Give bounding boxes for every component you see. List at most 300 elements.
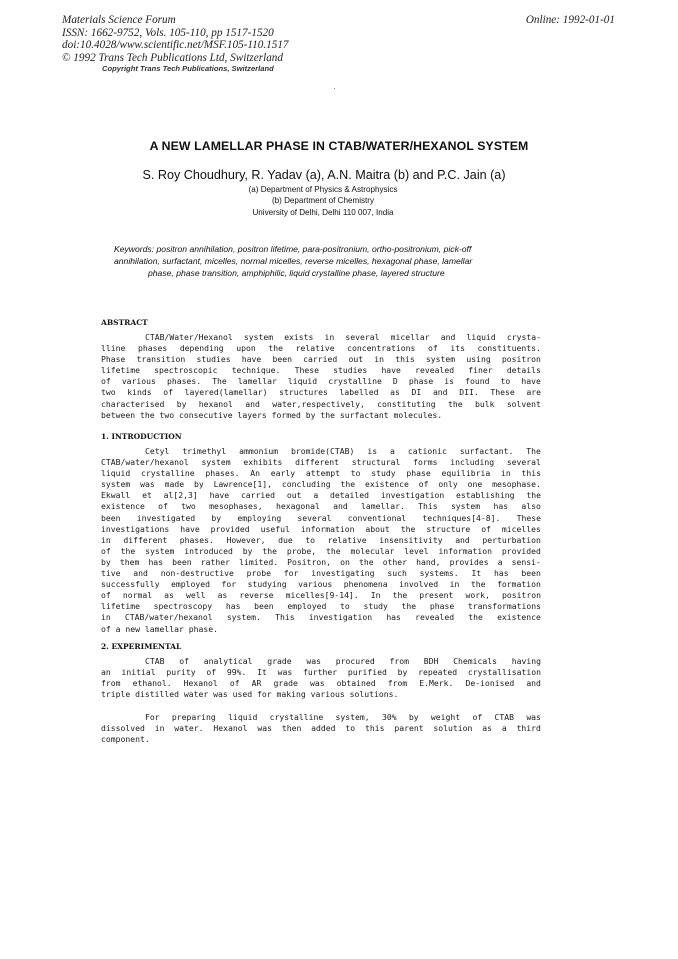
word: in [154,723,165,734]
word: component. [101,734,150,745]
word: provided [501,545,541,556]
word: upon [236,343,256,354]
word: molecules. [393,409,443,420]
word: found [465,376,490,387]
intro-line [101,557,541,568]
word: formed [271,409,306,420]
word: by [408,712,419,722]
word: purified [347,667,387,678]
word: limited. [239,556,279,567]
word: used [232,689,257,700]
word: phases [137,343,168,354]
word: in [324,332,335,342]
word: grade [267,656,292,666]
word: between [101,409,140,420]
word: of [481,523,491,534]
word: crystallisation [467,667,541,678]
word: techniques[4-8]. [422,512,501,523]
word: the [340,479,356,490]
word: DII. [459,387,479,398]
word: transition [136,354,186,365]
word: establishing [456,490,515,501]
word: D [392,376,398,387]
word: out [348,354,364,365]
word: its [450,343,465,354]
word: liquid [101,468,131,479]
word: was [277,667,293,678]
word: hand, [416,556,441,567]
word: to [340,601,350,612]
intro-line [101,457,541,468]
word: grade [273,678,298,689]
word: has [493,568,509,579]
word: Positron, [287,556,332,567]
word: et [142,490,152,501]
word: AR [251,678,262,689]
word: concentrations [347,343,416,354]
word: also [521,501,541,512]
word: parent [394,723,424,734]
word: positron [501,354,541,365]
word: such [387,568,407,579]
word: hexagonal [275,501,320,512]
word: two [181,501,196,512]
word: CTAB [145,656,165,666]
word: have [180,523,200,534]
word: to [345,723,356,734]
word: water [183,689,214,700]
keywords-line: annihilation, surfactant, micelles, normal micelles, reverse micelles, hexagonal phase, lamellar [114,256,473,267]
word: by [305,409,321,420]
word: by [193,479,204,490]
word: was [140,479,155,490]
copyright-stamp: Copyright Trans Tech Publications, Switzerland [102,64,274,73]
word: to [350,468,361,479]
word: spectroscopy [153,601,213,612]
word: lamellar [237,376,277,387]
word: kinds [127,387,152,398]
word: The [212,376,227,387]
word: This [418,501,438,512]
word: the [401,601,417,612]
word: studies [196,354,231,365]
word: different [295,457,339,468]
intro-line [101,546,541,557]
word: 30% [381,712,397,722]
word: this [364,723,385,734]
scan-speck [334,88,335,89]
introduction-heading: 1. INTRODUCTION [101,432,182,441]
word: repeated [418,667,458,678]
word: However, [226,534,266,545]
word: insensitivity [379,534,443,545]
word: analytical [203,656,253,666]
word: due [278,534,293,545]
word: Hexanol [183,678,218,689]
word: the [470,579,486,590]
word: It [257,667,267,678]
word: positron [501,590,541,601]
word: a [115,623,126,634]
affiliations [0,184,646,218]
word: out [286,490,302,501]
word: been [254,601,274,612]
word: layers [237,409,272,420]
word: was [309,678,325,689]
word: employed [171,579,210,590]
word: CTAB [494,712,515,722]
word: using [466,354,491,365]
word: existence [364,479,409,490]
word: the [468,612,483,623]
word: in [101,534,111,545]
word: the [326,545,341,556]
word: Chemicals [453,656,497,666]
word: carried [303,354,338,365]
word: technique. [231,365,281,376]
doi-line: doi:10.4028/www.scientific.net/MSF.105-110.1517 [62,39,289,52]
word: weight [430,712,461,722]
intro-line [101,624,541,635]
experimental-paragraph-1 [101,656,541,700]
word: of [418,479,429,490]
word: been [272,354,292,365]
word: employing [237,512,282,523]
word: preparing [171,712,216,722]
word: DI [411,387,422,398]
word: systems. [419,568,459,579]
word: relative [327,534,367,545]
abstract-line [101,410,541,421]
word: work, [465,590,490,601]
word: various [298,579,333,590]
word: system, [335,712,370,722]
word: system [243,332,274,342]
word: phenomena [343,579,388,590]
word: details [506,365,541,376]
word: lamellar. [361,501,405,512]
word: micellar [390,332,430,342]
word: An [250,468,260,479]
word: one [467,479,483,490]
word: in [500,468,511,479]
word: information [438,545,493,556]
word: These [294,365,319,376]
word: for [256,689,277,700]
word: introduced [184,545,233,556]
word: of [229,678,240,689]
word: about [365,523,390,534]
word: provided [210,523,250,534]
word: of [101,590,111,601]
word: purity [166,667,196,678]
word: liquid [466,332,496,342]
intro-line [101,468,541,479]
word: other [382,556,408,567]
word: studies [333,365,368,376]
word: are [526,387,541,398]
word: Ekwall [101,490,131,501]
word: For [145,712,160,722]
word: trimethyl [182,446,227,456]
word: system. [226,612,261,623]
word: and [133,568,148,579]
word: of [101,376,111,387]
word: equilibria [441,468,491,479]
word: by [176,398,187,409]
word: mesophases, [209,501,263,512]
word: In [370,590,381,601]
word: a [390,446,395,456]
word: probe, [286,545,317,556]
word: transformations [467,601,541,612]
word: useful [260,523,290,534]
word: the [262,545,278,556]
word: investigation [308,612,373,623]
word: constituents. [477,343,541,354]
word: well [185,590,206,601]
word: distilled [135,689,184,700]
abstract-line [101,343,541,354]
word: this [521,468,541,479]
word: involved [399,579,439,590]
word: of [101,623,116,634]
experimental-line [101,656,541,667]
word: dissolved [101,723,145,734]
word: tive [101,568,121,579]
word: for [283,568,299,579]
word: obtained [336,678,376,689]
word: liquid [287,376,318,387]
word: sensi- [511,556,541,567]
affiliation-university: University of Delhi, Delhi 110 007, India [252,207,394,217]
word: phase. [188,623,218,634]
word: normal [122,590,153,601]
word: new [125,623,145,634]
word: the [400,523,416,534]
word: was [213,689,233,700]
word: attempt [305,468,340,479]
word: These [516,512,541,523]
word: These [490,387,515,398]
word: successfully [101,579,160,590]
word: made [164,479,185,490]
author-list: S. Roy Choudhury, R. Yadav (a), A.N. Maitra (b) and P.C. Jain (a) [142,168,506,182]
word: study [363,601,388,612]
word: have [381,365,401,376]
word: phase [408,376,434,387]
word: system [425,354,456,365]
word: water. [174,723,204,734]
word: cationic [407,446,447,456]
word: from [101,678,121,689]
abstract-line [101,354,541,365]
word: employed [287,601,327,612]
word: the [268,343,283,354]
word: and [526,678,541,689]
word: have [521,376,541,387]
word: and [455,534,470,545]
word: have [241,354,262,365]
word: Hexanol [213,723,248,734]
word: existence [101,501,145,512]
word: has [493,501,509,512]
word: exists [284,332,314,342]
word: Lawrence[1], [213,479,273,490]
word: hexanol [198,398,233,409]
word: them [119,556,140,567]
word: of [101,545,111,556]
word: investigation [380,490,445,501]
word: then [281,723,302,734]
word: from [387,678,408,689]
word: It [471,568,482,579]
word: have [209,490,230,501]
experimental-heading: 2. EXPERIMENTAL [101,642,182,651]
word: ammonium [239,446,279,456]
word: this [395,354,415,365]
abstract-line [101,387,541,398]
word: depending [179,343,224,354]
word: a [313,490,319,501]
word: liquid [228,712,258,722]
word: has [386,612,401,623]
word: carried [240,490,276,501]
intro-line [101,568,541,579]
word: and [440,332,456,342]
word: of [206,667,217,678]
intro-line [101,513,541,524]
word: added [311,723,336,734]
word: structure [426,523,471,534]
word: further [303,667,338,678]
abstract-heading: ABSTRACT [101,318,148,327]
word: two [159,409,179,420]
word: early [270,468,296,479]
word: micelles [501,523,541,534]
word: and [333,501,348,512]
word: phases. [205,468,240,479]
word: the [448,398,463,409]
word: the [320,409,340,420]
word: spectroscopic [154,365,218,376]
introduction-body [101,446,541,635]
word: reverse [239,590,274,601]
word: lifetime [101,365,140,376]
intro-line [101,612,541,623]
word: CTAB/Water/Hexanol [145,332,233,342]
intro-line [101,479,541,490]
word: third [516,723,541,734]
word: exhibits [243,457,283,468]
word: as [390,387,400,398]
word: and [432,387,448,398]
word: phases. [179,534,214,545]
word: in [374,354,385,365]
word: system [201,457,231,468]
word: initial [121,667,156,678]
word: has [148,556,164,567]
word: crysta- [506,332,541,342]
word: crystalline [328,376,382,387]
experimental-line [101,678,541,689]
word: system [145,545,175,556]
word: to [500,376,511,387]
abstract-line [101,332,541,343]
intro-line [101,590,541,601]
word: structural [351,457,401,468]
experimental-line [101,723,541,734]
word: lline [101,343,126,354]
copyright-line: © 1992 Trans Tech Publications Ltd, Switzerland [62,51,283,64]
word: lifetime [101,601,140,612]
word: a [501,723,507,734]
word: is [444,376,455,387]
word: E.Merk. [419,678,454,689]
word: The [526,446,541,456]
word: al[2,3] [163,490,198,501]
word: BDH [423,656,439,666]
word: of [472,712,483,722]
experimental-paragraph-2 [101,712,541,745]
word: procured [335,656,375,666]
word: by [211,512,222,523]
word: crystalline [141,468,195,479]
word: the [120,545,136,556]
abstract-line [101,399,541,410]
word: different [123,534,168,545]
intro-line [101,601,541,612]
intro-line [101,535,541,546]
word: provides [449,556,489,567]
word: revealed [415,612,455,623]
word: several [506,457,541,468]
word: as [164,590,174,601]
word: of [158,501,168,512]
word: in [101,612,111,623]
word: by [242,545,253,556]
word: making [276,689,311,700]
word: of [427,343,438,354]
experimental-line [101,689,541,700]
word: the [139,409,160,420]
word: only [438,479,458,490]
word: CTAB/water/hexanol [101,457,189,468]
word: solvent [506,398,541,409]
word: 99%. [226,667,247,678]
word: system [450,501,481,512]
word: been [101,512,121,523]
abstract-body [101,332,541,421]
affiliation-chemistry: (b) Department of Chemistry [271,196,375,206]
experimental-line [101,734,541,745]
intro-line [101,446,541,457]
intro-line [101,524,541,535]
word: triple [101,689,136,700]
word: detailed [330,490,370,501]
word: from [389,656,409,666]
word: non-destructive [160,568,234,579]
word: bulk [474,398,495,409]
word: phases. [167,376,202,387]
word: bromide(CTAB) [291,446,355,456]
experimental-line [101,667,541,678]
word: ethanol. [132,678,172,689]
keywords-line: Keywords: positron annihilation, positron lifetime, para-positronium, ortho-positronium, pick-off [114,244,472,254]
word: solution [433,723,473,734]
word: a [497,556,503,567]
word: De-ionised [465,678,515,689]
